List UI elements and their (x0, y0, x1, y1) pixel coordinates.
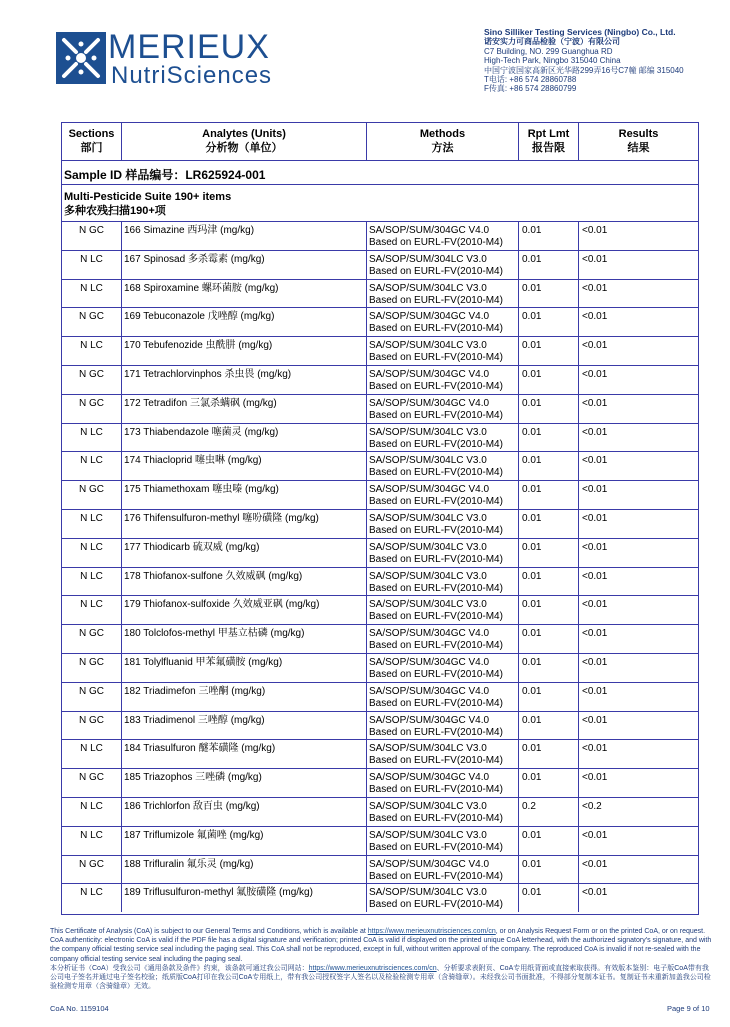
header-analytes-cn: 分析物（单位） (205, 142, 283, 154)
method-code: SA/SOP/SUM/304LC V3.0 (369, 829, 487, 841)
method-code: SA/SOP/SUM/304GC V4.0 (369, 484, 490, 496)
rpt-lmt-cell: 0.01 (519, 222, 579, 250)
result-cell: <0.01 (582, 599, 608, 611)
result-cell: <0.01 (582, 368, 608, 380)
result-cell: <0.01 (582, 512, 608, 524)
header-results-en: Results (618, 128, 659, 140)
rpt-lmt-cell: 0.01 (519, 539, 579, 567)
section-cell: N LC (62, 798, 122, 826)
analyte-cell: 176 Thifensulfuron-methyl 噻吩磺隆 (mg/kg) (122, 510, 367, 538)
method-cell (367, 424, 519, 452)
section-cell: N GC (62, 481, 122, 509)
method-code: SA/SOP/SUM/304GC V4.0 (369, 685, 490, 697)
suite-title-en: Multi-Pesticide Suite 190+ items (64, 191, 232, 203)
method-code: SA/SOP/SUM/304LC V3.0 (369, 541, 487, 553)
header-rpt-en: Rpt Lmt (527, 128, 570, 140)
table-row (62, 336, 698, 365)
table-row (62, 653, 698, 682)
method-basis: Based on EURL-FV(2010-M4) (369, 668, 503, 680)
method-code: SA/SOP/SUM/304GC V4.0 (369, 311, 490, 323)
method-cell (367, 884, 519, 912)
result-cell: <0.01 (582, 628, 608, 640)
method-cell (367, 740, 519, 768)
analyte-cell: 185 Triazophos 三唑磷 (mg/kg) (122, 769, 367, 797)
rpt-lmt-cell: 0.01 (519, 769, 579, 797)
result-cell: <0.01 (582, 455, 608, 467)
method-cell (367, 596, 519, 624)
suite-title-cn: 多种农残扫描190+项 (64, 205, 166, 217)
result-cell: <0.01 (582, 887, 608, 899)
company-info (484, 28, 724, 94)
result-cell: <0.01 (582, 225, 608, 236)
table-row (62, 365, 698, 394)
method-code: SA/SOP/SUM/304LC V3.0 (369, 512, 487, 524)
result-cell: <0.01 (582, 253, 608, 265)
section-cell: N LC (62, 539, 122, 567)
header-methods-cn: 方法 (431, 142, 454, 154)
result-cell: <0.2 (582, 800, 602, 812)
result-cell: <0.01 (582, 858, 608, 870)
analyte-cell: 189 Triflusulfuron-methyl 氟胺磺隆 (mg/kg) (122, 884, 367, 912)
method-cell (367, 539, 519, 567)
method-basis: Based on EURL-FV(2010-M4) (369, 640, 503, 652)
disclaimer-cn-b: 、分析要求表附页、CoA专用纸背面或直接索取获得。有效版本鉴别：电子版CoA带有我公司电子签名并通过电子签名校验；纸质版CoA打印在我公司CoA专用纸上，带有我公司授权签字人签名以及检验检测专用章（含骑缝章）。未经我公司书面批准，不得部分复制本证书。复制证书未重新加盖我公司检验检测专用章（含骑缝章）无效。 (50, 964, 711, 991)
table-row (62, 307, 698, 336)
table-row (62, 451, 698, 480)
method-basis: Based on EURL-FV(2010-M4) (369, 582, 503, 594)
result-cell: <0.01 (582, 340, 608, 352)
header-analytes (122, 123, 367, 160)
method-cell (367, 280, 519, 308)
result-cell: <0.01 (582, 685, 608, 697)
rpt-lmt-cell: 0.01 (519, 481, 579, 509)
method-code: SA/SOP/SUM/304GC V4.0 (369, 368, 490, 380)
fax: F传真: +86 574 28860799 (484, 84, 577, 94)
method-code: SA/SOP/SUM/304GC V4.0 (369, 628, 490, 640)
analyte-cell: 173 Thiabendazole 噻菌灵 (mg/kg) (122, 424, 367, 452)
method-basis: Based on EURL-FV(2010-M4) (369, 870, 503, 882)
analyte-cell: 169 Tebuconazole 戊唑醇 (mg/kg) (122, 308, 367, 336)
table-row (62, 797, 698, 826)
analyte-cell: 188 Trifluralin 氟乐灵 (mg/kg) (122, 856, 367, 884)
section-cell: N GC (62, 366, 122, 394)
section-cell: N GC (62, 769, 122, 797)
section-cell: N LC (62, 740, 122, 768)
table-row (62, 855, 698, 884)
section-cell: N LC (62, 251, 122, 279)
method-code: SA/SOP/SUM/304LC V3.0 (369, 599, 487, 611)
method-cell (367, 683, 519, 711)
rpt-lmt-cell: 0.01 (519, 827, 579, 855)
header-results-cn: 结果 (627, 142, 650, 154)
method-cell (367, 568, 519, 596)
analyte-cell: 183 Triadimenol 三唑醇 (mg/kg) (122, 712, 367, 740)
analyte-cell: 170 Tebufenozide 虫酰肼 (mg/kg) (122, 337, 367, 365)
header-sections (62, 123, 122, 160)
rpt-lmt-cell: 0.01 (519, 712, 579, 740)
method-cell (367, 856, 519, 884)
section-cell: N LC (62, 280, 122, 308)
rpt-lmt-cell: 0.01 (519, 366, 579, 394)
rpt-lmt-cell: 0.01 (519, 424, 579, 452)
rpt-lmt-cell: 0.01 (519, 884, 579, 912)
method-basis: Based on EURL-FV(2010-M4) (369, 784, 503, 796)
company-name: Sino Silliker Testing Services (Ningbo) Co., Ltd. (484, 27, 676, 37)
logo-subtitle: NutriSciences (111, 62, 273, 89)
rpt-lmt-cell: 0.01 (519, 452, 579, 480)
method-code: SA/SOP/SUM/304GC V4.0 (369, 225, 490, 236)
company-name-cn: 诺安实力可商品检验（宁波）有限公司 (484, 37, 620, 47)
result-cell: <0.01 (582, 541, 608, 553)
analyte-cell: 182 Triadimefon 三唑酮 (mg/kg) (122, 683, 367, 711)
terms-link-cn[interactable]: https://www.merieuxnutrisciences.com/cn (308, 964, 437, 972)
rpt-lmt-cell: 0.01 (519, 308, 579, 336)
method-code: SA/SOP/SUM/304GC V4.0 (369, 858, 490, 870)
method-basis: Based on EURL-FV(2010-M4) (369, 265, 503, 277)
analyte-cell: 186 Trichlorfon 敌百虫 (mg/kg) (122, 798, 367, 826)
table-header (62, 123, 698, 161)
result-cell: <0.01 (582, 282, 608, 294)
method-basis: Based on EURL-FV(2010-M4) (369, 409, 503, 421)
method-basis: Based on EURL-FV(2010-M4) (369, 294, 503, 306)
method-basis: Based on EURL-FV(2010-M4) (369, 467, 503, 479)
rpt-lmt-cell: 0.2 (519, 798, 579, 826)
method-cell (367, 251, 519, 279)
analyte-cell: 172 Tetradifon 三氯杀螨砜 (mg/kg) (122, 395, 367, 423)
method-basis: Based on EURL-FV(2010-M4) (369, 726, 503, 738)
method-cell (367, 395, 519, 423)
table-row (62, 394, 698, 423)
method-code: SA/SOP/SUM/304LC V3.0 (369, 426, 487, 438)
method-cell (367, 712, 519, 740)
method-cell (367, 510, 519, 538)
disclaimer-cn-a: 本分析证书（CoA）受我公司《通用条款及条件》约束，该条款可通过我公司网站： (50, 964, 309, 972)
rpt-lmt-cell: 0.01 (519, 740, 579, 768)
method-cell (367, 827, 519, 855)
table-row (62, 538, 698, 567)
table-row (62, 595, 698, 624)
analyte-cell: 179 Thiofanox-sulfoxide 久效威亚砜 (mg/kg) (122, 596, 367, 624)
method-code: SA/SOP/SUM/304GC V4.0 (369, 656, 490, 668)
rpt-lmt-cell: 0.01 (519, 280, 579, 308)
table-row (62, 509, 698, 538)
method-basis: Based on EURL-FV(2010-M4) (369, 524, 503, 536)
sample-id: Sample ID 样品编号：LR625924-001 (62, 161, 698, 185)
method-cell (367, 481, 519, 509)
method-code: SA/SOP/SUM/304LC V3.0 (369, 570, 487, 582)
table-row (62, 480, 698, 509)
analyte-cell: 167 Spinosad 多杀霉素 (mg/kg) (122, 251, 367, 279)
method-basis: Based on EURL-FV(2010-M4) (369, 553, 503, 565)
result-cell: <0.01 (582, 397, 608, 409)
table-row (62, 624, 698, 653)
analyte-cell: 178 Thiofanox-sulfone 久效威砜 (mg/kg) (122, 568, 367, 596)
result-cell: <0.01 (582, 570, 608, 582)
rpt-lmt-cell: 0.01 (519, 510, 579, 538)
section-cell: N GC (62, 395, 122, 423)
table-row (62, 221, 698, 250)
logo-wordmark: MERIEUX (108, 28, 270, 66)
header-methods (367, 123, 519, 160)
method-basis: Based on EURL-FV(2010-M4) (369, 323, 503, 335)
section-cell: N LC (62, 337, 122, 365)
section-cell: N GC (62, 222, 122, 250)
result-cell: <0.01 (582, 484, 608, 496)
report-header (0, 0, 730, 110)
table-row (62, 711, 698, 740)
suite-title (62, 187, 698, 221)
header-sections-en: Sections (68, 128, 115, 140)
result-cell: <0.01 (582, 772, 608, 784)
method-cell (367, 654, 519, 682)
section-cell: N LC (62, 884, 122, 912)
method-code: SA/SOP/SUM/304LC V3.0 (369, 253, 487, 265)
method-cell (367, 222, 519, 250)
table-row (62, 768, 698, 797)
section-cell: N LC (62, 424, 122, 452)
footer-disclaimer (50, 927, 715, 991)
result-cell: <0.01 (582, 311, 608, 323)
method-basis: Based on EURL-FV(2010-M4) (369, 841, 503, 853)
method-basis: Based on EURL-FV(2010-M4) (369, 496, 503, 508)
method-code: SA/SOP/SUM/304LC V3.0 (369, 800, 487, 812)
method-basis: Based on EURL-FV(2010-M4) (369, 697, 503, 709)
rpt-lmt-cell: 0.01 (519, 596, 579, 624)
section-cell: N GC (62, 856, 122, 884)
method-code: SA/SOP/SUM/304LC V3.0 (369, 743, 487, 755)
page-number: Page 9 of 10 (667, 1004, 710, 1013)
header-methods-en: Methods (419, 128, 466, 140)
method-basis: Based on EURL-FV(2010-M4) (369, 380, 503, 392)
header-rpt-cn: 报告限 (532, 142, 565, 154)
logo-mark-icon (56, 32, 106, 84)
rpt-lmt-cell: 0.01 (519, 625, 579, 653)
section-cell: N GC (62, 712, 122, 740)
analyte-cell: 166 Simazine 西玛津 (mg/kg) (122, 222, 367, 250)
method-cell (367, 308, 519, 336)
table-row (62, 567, 698, 596)
method-basis: Based on EURL-FV(2010-M4) (369, 438, 503, 450)
method-cell (367, 798, 519, 826)
rpt-lmt-cell: 0.01 (519, 654, 579, 682)
section-cell: N GC (62, 654, 122, 682)
section-cell: N LC (62, 452, 122, 480)
address-line-2: High-Tech Park, Ningbo 315040 China (484, 56, 621, 66)
result-cell: <0.01 (582, 714, 608, 726)
header-analytes-en: Analytes (Units) (202, 128, 286, 140)
method-cell (367, 337, 519, 365)
method-code: SA/SOP/SUM/304LC V3.0 (369, 340, 487, 352)
section-cell: N LC (62, 596, 122, 624)
method-code: SA/SOP/SUM/304LC V3.0 (369, 455, 487, 467)
analyte-cell: 180 Tolclofos-methyl 甲基立枯磷 (mg/kg) (122, 625, 367, 653)
method-basis: Based on EURL-FV(2010-M4) (369, 352, 503, 364)
table-row (62, 883, 698, 912)
analyte-cell: 177 Thiodicarb 硫双威 (mg/kg) (122, 539, 367, 567)
header-sections-cn: 部门 (80, 142, 103, 154)
rpt-lmt-cell: 0.01 (519, 251, 579, 279)
analyte-cell: 181 Tolylfluanid 甲苯氟磺胺 (mg/kg) (122, 654, 367, 682)
coa-number: CoA No. 1159104 (50, 1004, 109, 1013)
disclaimer-text-a: This Certificate of Analysis (CoA) is subject to our General Terms and Conditions, which is available at (50, 928, 368, 935)
method-code: SA/SOP/SUM/304GC V4.0 (369, 772, 490, 784)
table-row (62, 250, 698, 279)
method-cell (367, 366, 519, 394)
method-basis: Based on EURL-FV(2010-M4) (369, 812, 503, 824)
table-row (62, 682, 698, 711)
table-row (62, 739, 698, 768)
method-cell (367, 769, 519, 797)
analyte-cell: 168 Spiroxamine 螺环菌胺 (mg/kg) (122, 280, 367, 308)
table-body (62, 221, 698, 912)
method-basis: Based on EURL-FV(2010-M4) (369, 237, 503, 248)
method-code: SA/SOP/SUM/304LC V3.0 (369, 887, 487, 899)
method-code: SA/SOP/SUM/304LC V3.0 (369, 282, 487, 294)
analyte-cell: 187 Triflumizole 氟菌唑 (mg/kg) (122, 827, 367, 855)
results-table (61, 122, 699, 915)
analyte-cell: 174 Thiacloprid 噻虫啉 (mg/kg) (122, 452, 367, 480)
merieux-logo (56, 28, 306, 90)
result-cell: <0.01 (582, 829, 608, 841)
analyte-cell: 184 Triasulfuron 醚苯磺隆 (mg/kg) (122, 740, 367, 768)
table-row (62, 826, 698, 855)
address-line-1: C7 Building, NO. 299 Guanghua RD (484, 46, 613, 56)
section-cell: N GC (62, 625, 122, 653)
rpt-lmt-cell: 0.01 (519, 683, 579, 711)
section-cell: N LC (62, 568, 122, 596)
method-code: SA/SOP/SUM/304GC V4.0 (369, 397, 490, 409)
method-cell (367, 625, 519, 653)
table-row (62, 279, 698, 308)
terms-link[interactable]: https://www.merieuxnutrisciences.com/cn (367, 928, 496, 935)
header-rpt-lmt (519, 123, 579, 160)
rpt-lmt-cell: 0.01 (519, 568, 579, 596)
result-cell: <0.01 (582, 656, 608, 668)
section-cell: N GC (62, 683, 122, 711)
disclaimer-text-b: , or on Analysis Request Form or on the printed CoA, or on request. CoA authenticity: electronic CoA is valid if the PDF file has a digital signature and verification; printed CoA is valid if displayed on the printed unique CoA letterhead, with the authorized signatory's signature, and with the company official testing service seal including the paging seal. This CoA shall not be reproduced, except in full, without written approval of the company. The reproduced CoA is invalid if not re-sealed with the company official testing service seal including the paging seal. (50, 928, 712, 963)
header-results (579, 123, 698, 160)
rpt-lmt-cell: 0.01 (519, 337, 579, 365)
result-cell: <0.01 (582, 743, 608, 755)
rpt-lmt-cell: 0.01 (519, 856, 579, 884)
rpt-lmt-cell: 0.01 (519, 395, 579, 423)
address-cn: 中国宁波国家高新区光华路299弄16号C7幢 邮编 315040 (484, 65, 684, 75)
method-basis: Based on EURL-FV(2010-M4) (369, 611, 503, 623)
analyte-cell: 175 Thiamethoxam 噻虫嗪 (mg/kg) (122, 481, 367, 509)
method-basis: Based on EURL-FV(2010-M4) (369, 755, 503, 767)
table-row (62, 423, 698, 452)
telephone: T电话: +86 574 28860788 (484, 75, 577, 85)
section-cell: N LC (62, 510, 122, 538)
method-cell (367, 452, 519, 480)
section-cell: N LC (62, 827, 122, 855)
method-code: SA/SOP/SUM/304GC V4.0 (369, 714, 490, 726)
method-basis: Based on EURL-FV(2010-M4) (369, 899, 503, 911)
section-cell: N GC (62, 308, 122, 336)
analyte-cell: 171 Tetrachlorvinphos 杀虫畏 (mg/kg) (122, 366, 367, 394)
result-cell: <0.01 (582, 426, 608, 438)
